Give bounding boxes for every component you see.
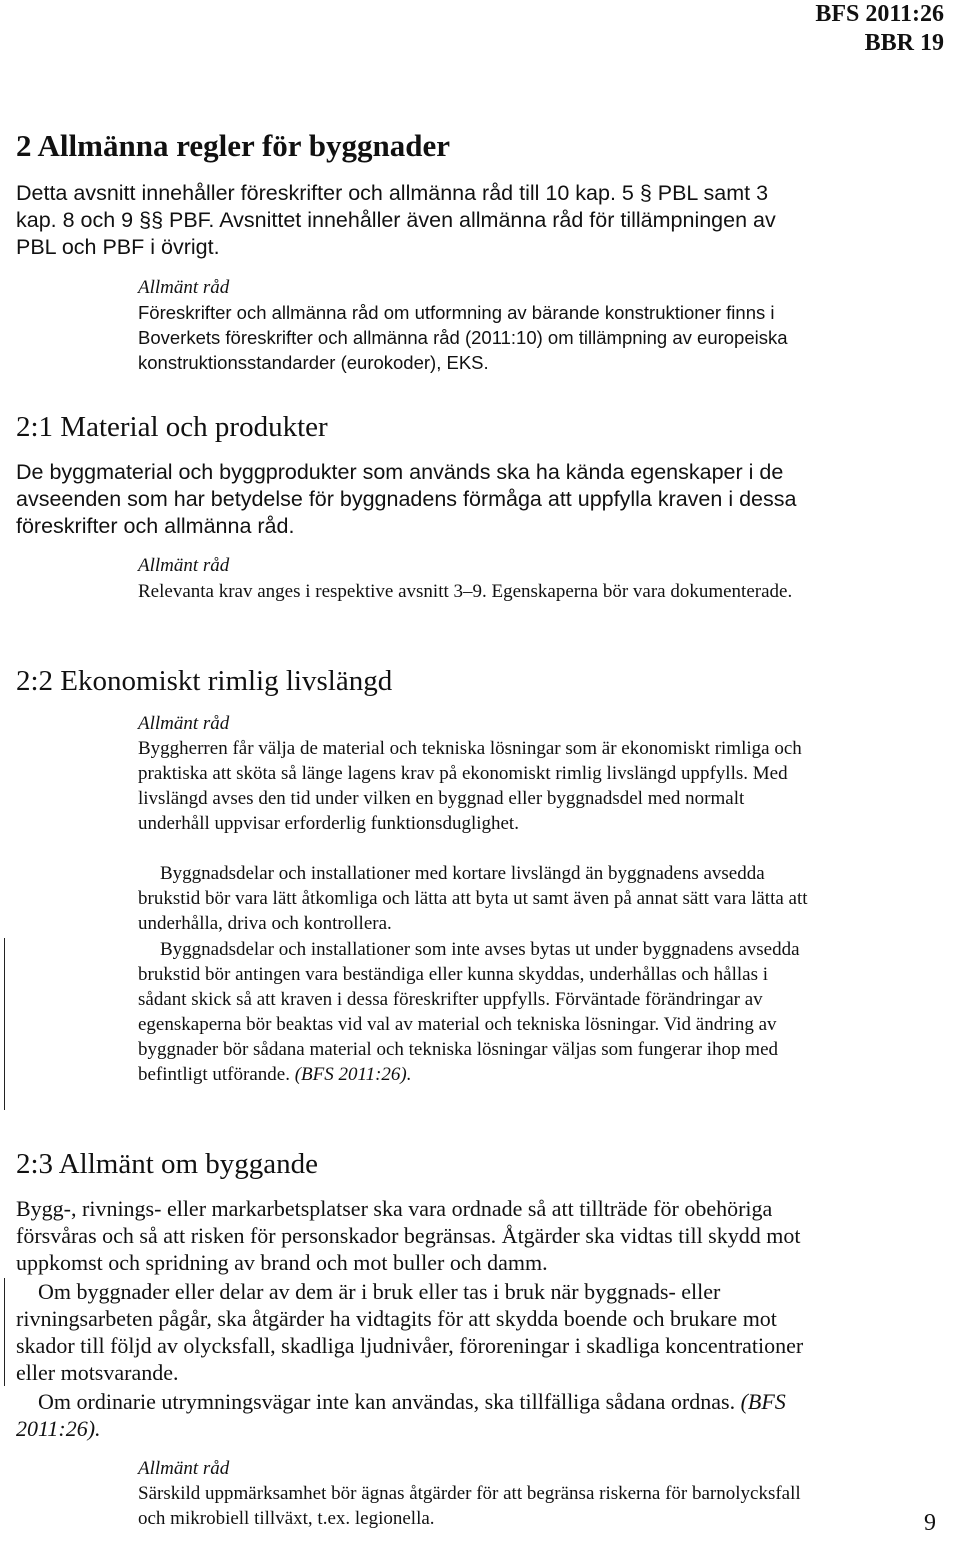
p3-text: Om ordinarie utrymningsvägar inte kan användas, ska tillfälliga sådana ordnas. <box>38 1389 736 1414</box>
advice-label: Allmänt råd <box>138 555 230 576</box>
chapter-title: 2 Allmänna regler för byggnader <box>16 128 450 163</box>
page-number: 9 <box>924 1510 936 1536</box>
section-2-2-title: 2:2 Ekonomiskt rimlig livslängd <box>16 665 393 697</box>
section-2-3-title: 2:3 Allmänt om byggande <box>16 1148 319 1180</box>
change-bar <box>4 1278 5 1386</box>
advice-label: Allmänt råd <box>138 277 230 298</box>
section-2-2-advice-p3 <box>138 937 808 1087</box>
chapter-intro: Detta avsnitt innehåller föreskrifter och allmänna råd till 10 kap. 5 § PBL samt 3 kap. 8 och 9 §§ PBF. Avsnittet innehåller även allmänna råd för tillämpningen av PBL och PBF i övrigt. <box>16 181 776 259</box>
section-2-1-title: 2:1 Material och produkter <box>16 411 328 443</box>
section-2-3-p2: Om byggnader eller delar av dem är i bruk eller tas i bruk när byggnads- eller rivningsarbeten pågår, ska åtgärder ha vidtagits för att skydda boende och brukare mot skador till följd av olycksfall, skadliga ljudnivåer, föroreningar i skadliga koncentrationer eller motsvarande. <box>16 1279 804 1385</box>
section-2-2-advice-p1: Byggherren får välja de material och tekniska lösningar som är ekonomiskt rimliga och praktiska att sköta så länge lagens krav på ekonomiskt rimlig livslängd uppfylls. Med livslängd avses den tid under vilken en byggnad eller byggnadsdel med normalt underhåll uppvisar erforderlig funktionsduglighet. <box>138 738 802 834</box>
chapter-advice: Föreskrifter och allmänna råd om utformning av bärande konstruktioner finns i Boverkets föreskrifter och allmänna råd (2011:10) om tillämpning av europeiska konstruktionsstandarder (eurokoder), EKS. <box>138 302 788 373</box>
section-2-3-advice: Särskild uppmärksamhet bör ägnas åtgärder för att begränsa riskerna för barnolycksfall och mikrobiell tillväxt, t.ex. legionella. <box>138 1483 801 1529</box>
section-2-2-advice-p2: Byggnadsdelar och installationer med kortare livslängd än byggnadens avsedda brukstid bör vara lätt åtkomliga och lätta att byta ut samt även på annat sätt vara lätta att underhålla, driva och kontrollera. <box>138 863 808 934</box>
section-2-3-p1: Bygg-, rivnings- eller markarbetsplatser ska vara ordnade så att tillträde för obehöriga försvåras och så att risken för personskador begränsas. Åtgärder ska vidtas till skydd mot uppkomst och spridning av brand och mot buller och damm. <box>16 1196 801 1275</box>
section-2-1-advice: Relevanta krav anges i respektive avsnitt 3–9. Egenskaperna bör vara dokumenterade. <box>138 581 793 602</box>
change-bar <box>4 938 5 1110</box>
advice-label: Allmänt råd <box>138 1458 230 1479</box>
header-document-number: BBR 19 <box>864 30 944 56</box>
advice-p3-text: Byggnadsdelar och installationer som inte avses bytas ut under byggnadens avsedda brukstid bör antingen vara beständiga eller kunna skyddas, underhållas och hållas i sådant skick så att kraven i dessa föreskrifter uppfylls. Förväntade förändringar av egenskaperna bör beaktas vid val av material och tekniska lösningar. Vid ändring av byggnader bör sådana material och tekniska lösningar väljas som fungerar ihop med befintligt utförande. <box>138 939 800 1085</box>
header-document-id: BFS 2011:26 <box>815 1 944 27</box>
section-2-1-body: De byggmaterial och byggprodukter som används ska ha kända egenskaper i de avseenden som har betydelse för byggnadens förmåga att uppfylla kraven i dessa föreskrifter och allmänna råd. <box>16 460 797 538</box>
bfs-reference: (BFS 2011:26). <box>294 1064 412 1085</box>
bfs-reference: (BFS 2011:26). <box>16 1389 786 1441</box>
section-2-3-p3 <box>16 1388 806 1442</box>
advice-label: Allmänt råd <box>138 713 230 734</box>
